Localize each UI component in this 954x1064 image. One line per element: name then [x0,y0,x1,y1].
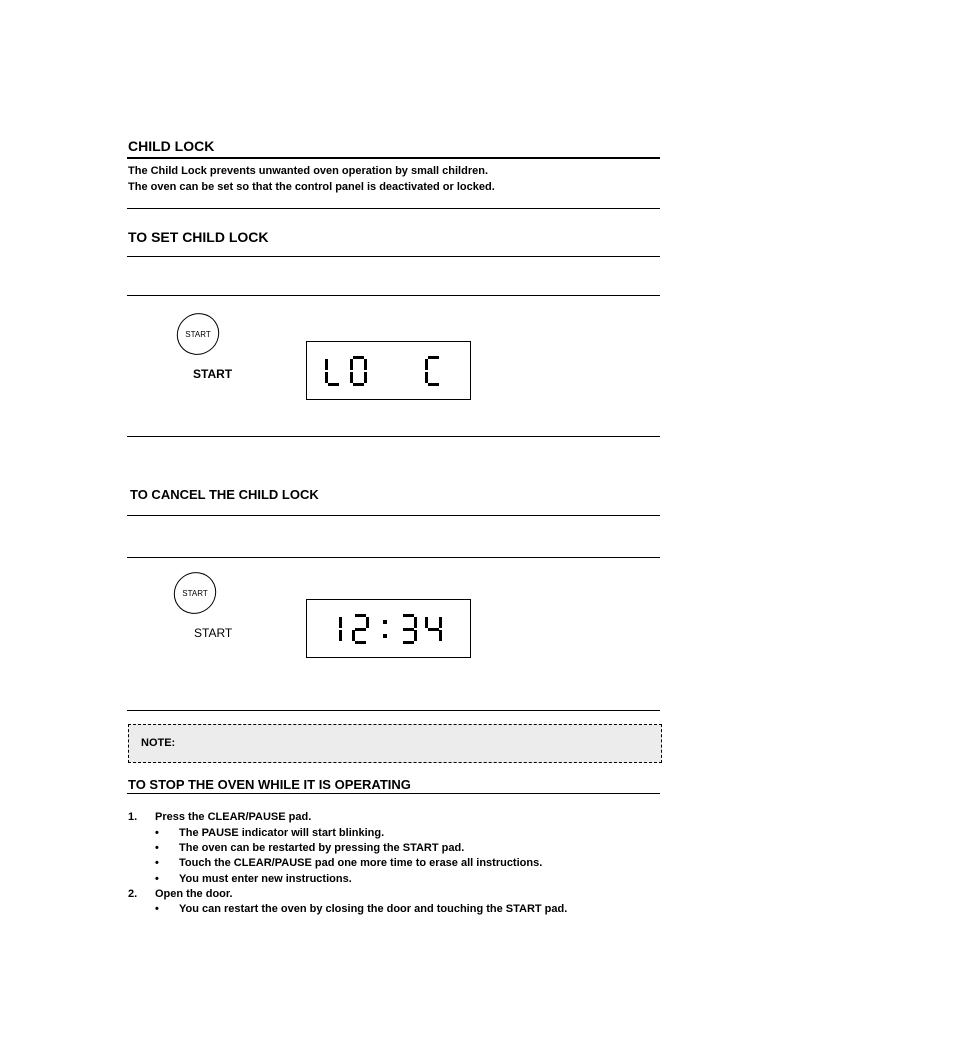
divider [127,436,660,437]
start-pad-text: START [182,589,208,598]
child-lock-description-2: The oven can be set so that the control panel is deactivated or locked. [128,181,495,193]
child-lock-description-1: The Child Lock prevents unwanted oven operation by small children. [128,165,489,177]
start-pad-button[interactable] [175,311,221,357]
lcd-display-clock [306,599,471,658]
divider [127,710,660,711]
stop-oven-heading: TO STOP THE OVEN WHILE IT IS OPERATING [128,777,411,792]
divider [127,256,660,257]
step-number: 2. [128,888,138,900]
lcd-segments-locked [307,342,470,399]
divider [127,157,660,159]
set-child-lock-heading: TO SET CHILD LOCK [128,229,269,245]
step-text: Press the CLEAR/PAUSE pad. [155,811,312,823]
note-label: NOTE: [141,737,176,749]
lcd-segments-clock [307,600,470,657]
bullet-icon: • [155,842,159,854]
bullet-icon: • [155,827,159,839]
step-number: 1. [128,811,138,823]
list-item: Touch the CLEAR/PAUSE pad one more time to erase all instructions. [179,857,543,869]
child-lock-heading: CHILD LOCK [128,138,215,154]
list-item: The oven can be restarted by pressing the START pad. [179,842,465,854]
start-pad-text: START [185,330,211,339]
divider [127,295,660,296]
bullet-icon: • [155,873,159,885]
start-pad-icon [172,570,218,616]
divider [127,208,660,209]
step-text: Open the door. [155,888,233,900]
start-label: START [193,367,233,381]
bullet-icon: • [155,857,159,869]
divider [127,793,660,794]
list-item: The PAUSE indicator will start blinking. [179,827,385,839]
list-item: You can restart the oven by closing the door and touching the START pad. [179,903,568,915]
note-box [128,724,662,763]
bullet-icon: • [155,903,159,915]
start-pad-icon [175,311,221,357]
divider [127,515,660,516]
list-item: You must enter new instructions. [179,873,352,885]
divider [127,557,660,558]
cancel-child-lock-heading: TO CANCEL THE CHILD LOCK [130,487,319,502]
start-label: START [194,626,233,640]
lcd-display-locked [306,341,471,400]
start-pad-button[interactable] [172,570,218,616]
